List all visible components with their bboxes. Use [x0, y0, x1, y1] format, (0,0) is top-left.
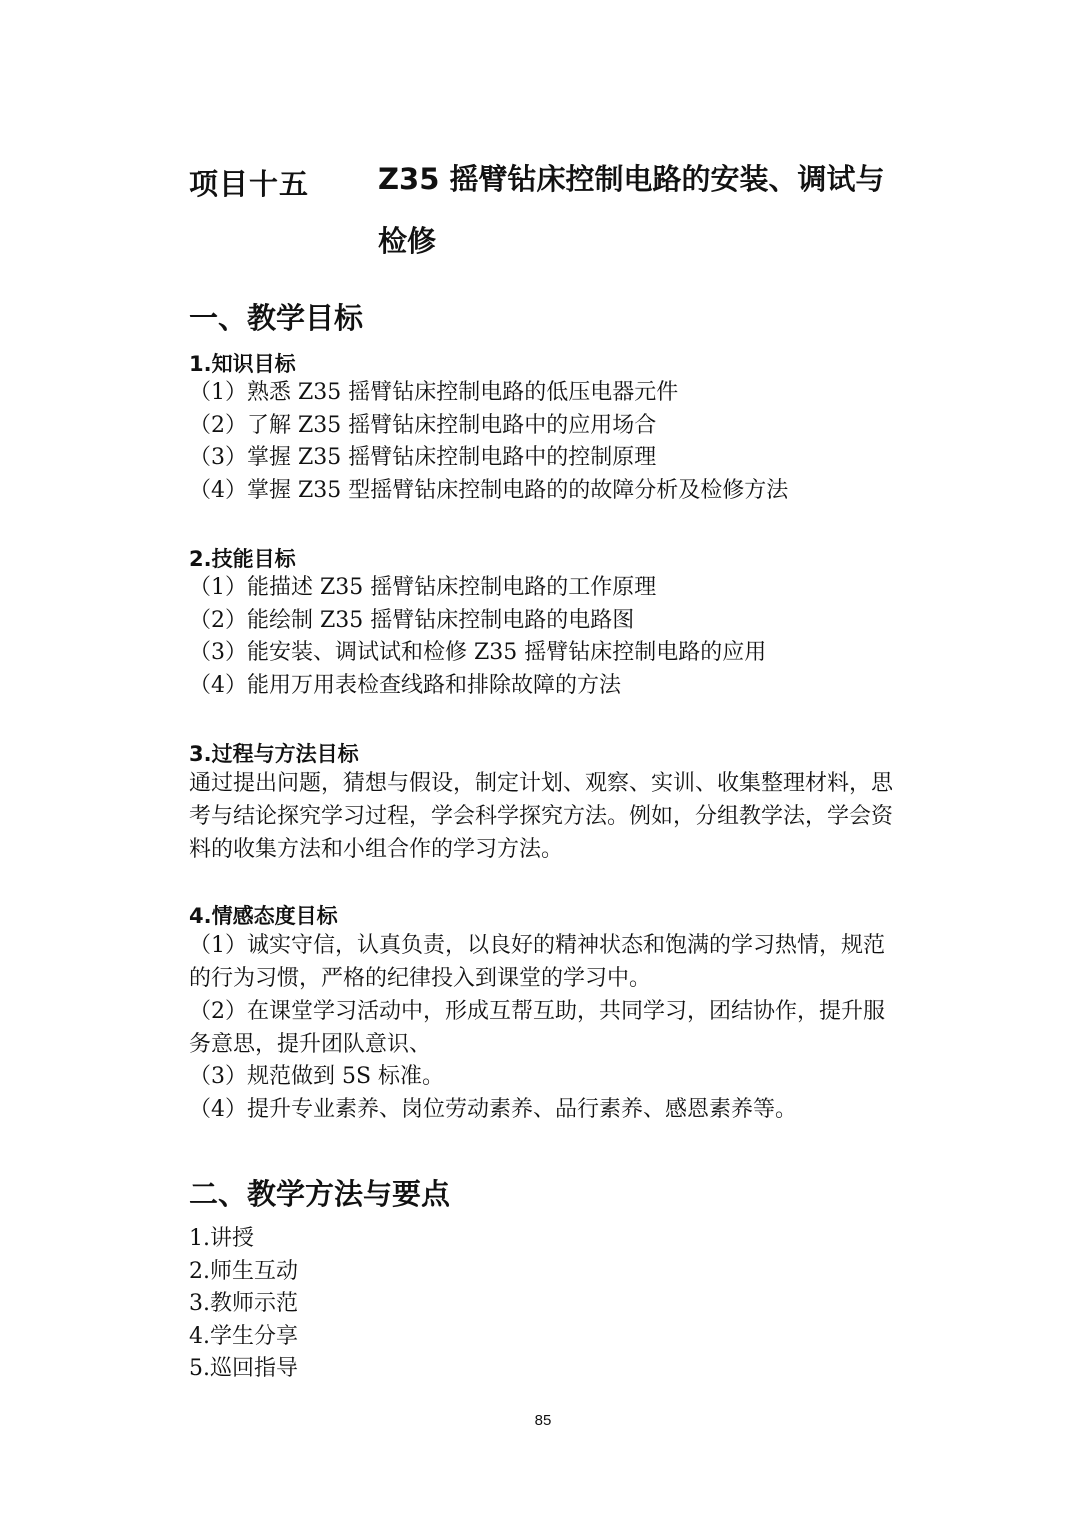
skill-goals-list — [189, 572, 899, 702]
list-item: （4）提升专业素养、岗位劳动素养、品行素养、感恩素养等。 — [189, 1096, 797, 1122]
title-text: Z35 摇臂钻床控制电路的安装、调试与检修 — [378, 162, 885, 258]
list-item: （2）了解 Z35 摇臂钻床控制电路中的应用场合 — [189, 412, 657, 438]
subheading-skill-goals: 2.技能目标 — [189, 547, 296, 571]
list-item: （2）能绘制 Z35 摇臂钻床控制电路的电路图 — [189, 607, 635, 633]
list-item: （4）掌握 Z35 型摇臂钻床控制电路的的故障分析及检修方法 — [189, 477, 789, 503]
subheading-process-goals: 3.过程与方法目标 — [189, 742, 359, 766]
list-item: （1）熟悉 Z35 摇臂钻床控制电路的低压电器元件 — [189, 380, 679, 405]
list-item: 5.巡回指导 — [189, 1356, 298, 1381]
subheading-knowledge-goals: 1.知识目标 — [189, 352, 296, 376]
attitude-goals-list — [189, 929, 899, 1126]
list-item: 2.师生互动 — [189, 1258, 298, 1284]
title-prefix: 项目十五 — [189, 167, 310, 201]
list-item: （1）能描述 Z35 摇臂钻床控制电路的工作原理 — [189, 575, 657, 600]
list-item: （3）掌握 Z35 摇臂钻床控制电路中的控制原理 — [189, 445, 657, 470]
section-heading-teaching-goals: 一、教学目标 — [189, 301, 364, 335]
list-item: 4.学生分享 — [189, 1323, 298, 1349]
list-item: 3.教师示范 — [189, 1291, 298, 1316]
knowledge-goals-list — [189, 377, 899, 507]
teaching-methods-list — [189, 1223, 899, 1386]
list-item: 1.讲授 — [189, 1226, 254, 1251]
list-item: （2）在课堂学习活动中，形成互帮互助，共同学习，团结协作，提升服务意思，提升团队意识、 — [189, 999, 885, 1057]
list-item: （3）能安装、调试试和检修 Z35 摇臂钻床控制电路的应用 — [189, 640, 767, 665]
list-item: （4）能用万用表检查线路和排除故障的方法 — [189, 672, 621, 698]
section-heading-teaching-methods: 二、教学方法与要点 — [189, 1177, 451, 1211]
subheading-attitude-goals: 4.情感态度目标 — [189, 904, 338, 928]
list-item: （1）诚实守信，认真负责，以良好的精神状态和饱满的学习热情，规范的行为习惯，严格的纪律投入到课堂的学习中。 — [189, 933, 885, 991]
list-item: （3）规范做到 5S 标准。 — [189, 1064, 445, 1089]
page-number: 85 — [534, 1412, 552, 1429]
process-goals-paragraph: 通过提出问题，猜想与假设，制定计划、观察、实训、收集整理材料，思考与结论探究学习过程，学会科学探究方法。例如，分组教学法，学会资料的收集方法和小组合作的学习方法。 — [189, 771, 894, 862]
